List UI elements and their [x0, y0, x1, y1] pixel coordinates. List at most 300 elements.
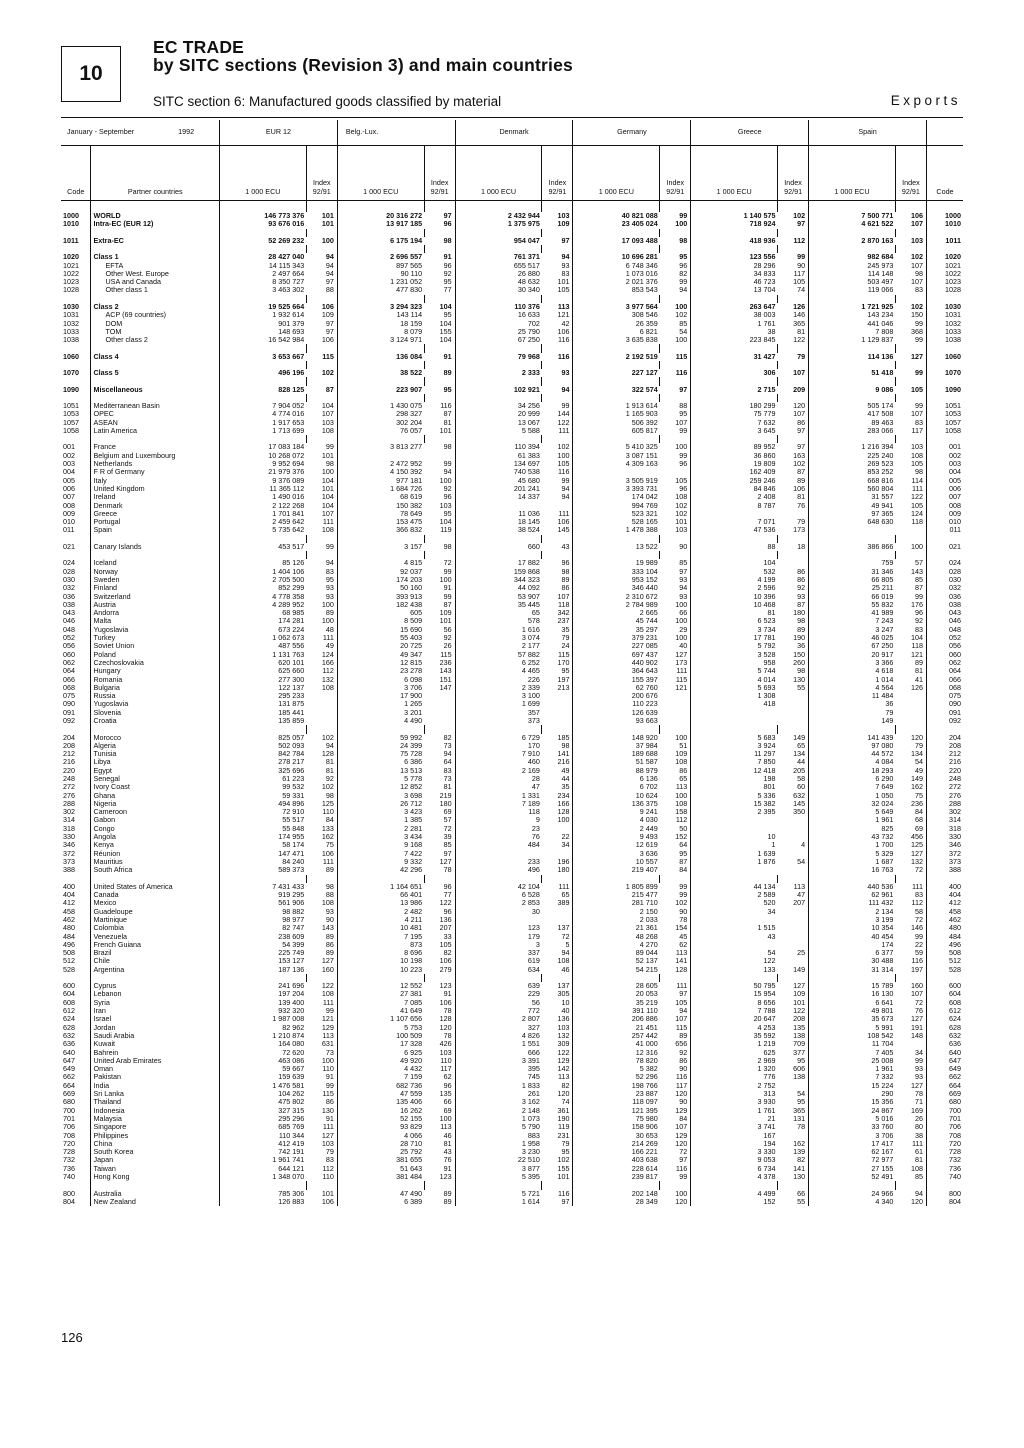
value-cell: 162 409: [749, 468, 776, 477]
index-cell: 100: [306, 468, 337, 476]
value-cell: 49 347: [400, 650, 423, 659]
value-cell: 59 667: [282, 1065, 305, 1074]
index-cell: 110: [306, 1173, 337, 1181]
value-cell: 4 199: [757, 575, 776, 584]
value-cell: 61 383: [517, 451, 540, 460]
value-cell: 685 769: [278, 1123, 305, 1132]
index-cell: 116: [424, 402, 455, 410]
index-cell: 93: [895, 1065, 926, 1073]
index-cell: 107: [660, 1015, 691, 1023]
index-cell: 94: [424, 750, 455, 758]
value-cell: 102 921: [513, 385, 540, 394]
index-cell: 100: [424, 1115, 455, 1123]
value-cell: 7 195: [404, 932, 423, 941]
index-cell: 102: [306, 734, 337, 742]
index-cell: 105: [660, 477, 691, 485]
index-cell: 231: [542, 1132, 573, 1140]
index-cell: 113: [542, 303, 573, 311]
index-cell: 94: [542, 493, 573, 501]
index-cell: 112: [778, 237, 809, 245]
value-cell: 89 952: [753, 443, 776, 452]
index-cell: 100: [660, 601, 691, 609]
index-cell: 234: [542, 792, 573, 800]
index-cell: 101: [660, 518, 691, 526]
partner-name: Slovenia: [91, 709, 220, 717]
value-cell: 143 114: [396, 311, 423, 320]
row-code: 062: [61, 659, 91, 667]
table-row: [61, 742, 963, 750]
index-cell: 108: [306, 526, 337, 534]
table-row: [61, 908, 963, 916]
table-row: [61, 1148, 963, 1156]
row-code: 412: [61, 899, 91, 907]
table-row: [61, 328, 963, 336]
index-cell: 47: [778, 891, 809, 899]
index-cell: 99: [895, 320, 926, 328]
value-cell: 225 240: [867, 451, 894, 460]
value-cell: 198 766: [631, 1081, 658, 1090]
index-cell: 97: [306, 278, 337, 286]
index-cell: 136: [424, 916, 455, 924]
index-cell: 81: [424, 783, 455, 791]
index-cell: 160: [895, 982, 926, 990]
value-cell: 35 297: [635, 625, 658, 634]
row-code: 496: [61, 941, 91, 949]
partner-name: United Kingdom: [91, 485, 220, 493]
index-cell: 150: [778, 651, 809, 659]
value-cell: 619: [527, 957, 540, 966]
index-cell: 84: [660, 866, 691, 874]
row-code-right: 003: [949, 460, 961, 469]
index-cell: 35: [542, 626, 573, 634]
row-code: 1030: [61, 303, 91, 311]
partner-name: F R of Germany: [91, 468, 220, 476]
value-cell: 8 350 727: [272, 278, 305, 287]
index-cell: 118: [542, 601, 573, 609]
value-cell: 6 175 194: [390, 236, 423, 245]
index-cell: 93: [660, 576, 691, 584]
table-row: [61, 609, 963, 617]
row-code-right: 528: [949, 965, 961, 974]
row-code-right: 508: [949, 949, 961, 958]
row-code: 007: [61, 493, 91, 501]
table-row: [61, 1024, 963, 1032]
row-code-right: 090: [949, 700, 961, 709]
index-cell: 113: [424, 1123, 455, 1131]
row-code-right: 001: [949, 443, 961, 452]
value-cell: 7 071: [757, 518, 776, 527]
value-cell: 121 395: [631, 1106, 658, 1115]
value-cell: 1 699: [521, 700, 540, 709]
index-cell: 99: [306, 543, 337, 551]
value-cell: 62 961: [871, 891, 894, 900]
partner-name: Norway: [91, 568, 220, 576]
index-cell: 90: [660, 1065, 691, 1073]
index-cell: 97: [542, 237, 573, 245]
row-code: 624: [61, 1015, 91, 1023]
table-row: [61, 676, 963, 684]
index-cell: 91: [424, 990, 455, 998]
index-cell: 34: [542, 841, 573, 849]
index-cell: 112: [306, 1165, 337, 1173]
value-cell: 673 224: [278, 625, 305, 634]
value-cell: 4 030: [639, 816, 658, 825]
table-row: [61, 518, 963, 526]
table-row: [61, 684, 963, 692]
index-cell: 111: [306, 999, 337, 1007]
index-cell: 111: [895, 883, 926, 891]
value-cell: [691, 916, 778, 924]
value-cell: 1 210 874: [272, 1031, 305, 1040]
index-cell: 78: [424, 1032, 455, 1040]
value-cell: 88 979: [635, 766, 658, 775]
index-cell: 84: [660, 1115, 691, 1123]
index-cell: 99: [424, 460, 455, 468]
table-row: [61, 841, 963, 849]
table-row: [61, 237, 963, 245]
value-cell: 3 698: [404, 791, 423, 800]
index-cell: 89: [778, 477, 809, 485]
partner-name: Sweden: [91, 576, 220, 584]
index-cell: 144: [542, 410, 573, 418]
index-cell: 106: [424, 999, 455, 1007]
index-cell: 158: [660, 808, 691, 816]
value-cell: 46 723: [753, 278, 776, 287]
value-cell: 15 690: [400, 625, 423, 634]
index-cell: 82: [660, 270, 691, 278]
value-cell: 1 713 699: [272, 426, 305, 435]
value-cell: 12 316: [635, 1048, 658, 1057]
value-cell: 6 729: [521, 733, 540, 742]
index-cell: 100: [660, 443, 691, 451]
reporter-header: Denmark: [455, 120, 573, 146]
period-label: January - September: [67, 127, 135, 137]
index-cell: 43: [424, 1148, 455, 1156]
index-cell: 25: [778, 949, 809, 957]
index-cell: 190: [778, 634, 809, 642]
value-cell: 625 660: [278, 667, 305, 676]
value-cell: 1 348 070: [272, 1173, 305, 1182]
index-cell: 101: [306, 485, 337, 493]
value-cell: 43 732: [871, 833, 894, 842]
index-cell: 79: [778, 518, 809, 526]
value-cell: 13 704: [753, 286, 776, 295]
value-cell: 16 542 984: [268, 336, 305, 345]
value-cell: 30 340: [517, 286, 540, 295]
value-cell: 10 624: [635, 791, 658, 800]
row-code-right: 1031: [945, 311, 961, 320]
value-cell: 853 543: [631, 286, 658, 295]
value-cell: 27 381: [400, 990, 423, 999]
value-cell: 180 299: [749, 402, 776, 411]
table-row: [61, 1173, 963, 1181]
index-cell: 160: [306, 966, 337, 974]
value-cell: 873: [410, 940, 423, 949]
title-line-2: by SITC sections (Revision 3) and main countries: [153, 55, 573, 75]
index-cell: 120: [895, 734, 926, 742]
value-cell: 197 204: [278, 990, 305, 999]
value-cell: 34 833: [753, 269, 776, 278]
index-cell: 93: [660, 593, 691, 601]
value-cell: 4 289 952: [272, 600, 305, 609]
value-cell: 54 399: [282, 940, 305, 949]
value-cell: 8 656: [757, 998, 776, 1007]
value-cell: 1 684 726: [390, 484, 423, 493]
index-cell: 78: [424, 1007, 455, 1015]
index-cell: 104: [306, 477, 337, 485]
index-cell: 98: [306, 460, 337, 468]
row-code: 612: [61, 1007, 91, 1015]
index-cell: 10: [542, 999, 573, 1007]
index-cell: 44: [542, 775, 573, 783]
value-cell: 99 532: [282, 783, 305, 792]
value-cell: 30: [531, 907, 540, 916]
value-cell: 10 223: [400, 965, 423, 974]
row-code: 009: [61, 510, 91, 518]
index-cell: 44: [778, 758, 809, 766]
index-cell: 99: [660, 278, 691, 286]
value-cell: 84 240: [282, 857, 305, 866]
value-cell: 561 906: [278, 899, 305, 908]
value-cell: 8 509: [404, 617, 423, 626]
value-cell: 3 366: [875, 658, 894, 667]
value-cell: 21: [767, 1114, 776, 1123]
row-code: 010: [61, 518, 91, 526]
partner-name: Taiwan: [91, 1165, 220, 1173]
value-cell: 13 917 185: [386, 220, 423, 229]
index-cell: 34: [895, 1049, 926, 1057]
index-cell: 92: [660, 1049, 691, 1057]
partner-name: Congo: [91, 825, 220, 833]
index-cell: [660, 700, 691, 708]
value-cell: 4 499: [757, 1189, 776, 1198]
value-cell: 3 074: [521, 634, 540, 643]
partner-name: Algeria: [91, 742, 220, 750]
value-cell: 897 565: [396, 261, 423, 270]
index-cell: 99: [660, 891, 691, 899]
value-cell: 2 122 268: [272, 501, 305, 510]
index-cell: 111: [306, 1123, 337, 1131]
index-cell: [895, 526, 926, 534]
value-cell: 170: [527, 741, 540, 750]
index-cell: 111: [306, 518, 337, 526]
value-cell: 59 331: [282, 791, 305, 800]
value-cell: 660: [527, 542, 540, 551]
table-row: [61, 1082, 963, 1090]
index-cell: 147: [424, 684, 455, 692]
row-code-right: 632: [949, 1031, 961, 1040]
value-cell: 18 293: [871, 766, 894, 775]
row-code: 372: [61, 850, 91, 858]
index-cell: 112: [895, 899, 926, 907]
partner-name: Poland: [91, 651, 220, 659]
value-cell: 2 784 989: [625, 600, 658, 609]
table-row: [61, 584, 963, 592]
partner-name: Class 1: [91, 253, 220, 261]
row-code-right: 512: [949, 957, 961, 966]
row-code-right: 496: [949, 940, 961, 949]
partner-name: Russia: [91, 692, 220, 700]
value-cell: 16 763: [871, 866, 894, 875]
value-cell: 98 882: [282, 907, 305, 916]
index-cell: 103: [306, 1140, 337, 1148]
index-cell: 104: [424, 336, 455, 344]
value-cell: 1 385: [404, 816, 423, 825]
index-cell: 100: [895, 543, 926, 551]
value-cell: 528 165: [631, 518, 658, 527]
row-code: 1060: [61, 353, 91, 361]
value-cell: 62 760: [635, 683, 658, 692]
value-cell: 3 734: [757, 625, 776, 634]
value-cell: 277 300: [278, 675, 305, 684]
value-cell: 43: [767, 932, 776, 941]
partner-name: South Africa: [91, 866, 220, 874]
index-cell: 94: [542, 949, 573, 957]
row-code: 066: [61, 676, 91, 684]
index-cell: 112: [306, 667, 337, 675]
partner-name: Canary Islands: [91, 543, 220, 551]
index-cell: 127: [660, 651, 691, 659]
index-cell: 107: [895, 410, 926, 418]
partner-name: WORLD: [91, 212, 220, 220]
index-cell: 260: [778, 659, 809, 667]
partner-name: Egypt: [91, 767, 220, 775]
partner-name: Class 2: [91, 303, 220, 311]
index-cell: [306, 709, 337, 717]
index-cell: 94: [306, 559, 337, 567]
table-row: [61, 1123, 963, 1131]
index-cell: 113: [660, 783, 691, 791]
partner-name: Romania: [91, 676, 220, 684]
index-cell: 117: [660, 1082, 691, 1090]
row-code: 346: [61, 841, 91, 849]
value-cell: 9: [535, 816, 540, 825]
value-cell: 12 815: [400, 658, 423, 667]
index-cell: 120: [660, 1198, 691, 1206]
value-cell: 50 160: [400, 584, 423, 593]
table-row: [61, 220, 963, 228]
index-cell: 73: [424, 742, 455, 750]
row-code: 001: [61, 443, 91, 451]
index-cell: 106: [424, 957, 455, 965]
value-cell: 17 093 488: [621, 236, 658, 245]
col-value: 1 000 ECU: [455, 146, 542, 201]
partner-name: Malaysia: [91, 1115, 220, 1123]
index-cell: 83: [306, 568, 337, 576]
index-cell: 111: [542, 510, 573, 518]
index-cell: 105: [660, 999, 691, 1007]
partner-name: Miscellaneous: [91, 386, 220, 394]
value-cell: 3 330: [757, 1148, 776, 1157]
row-code-right: 400: [949, 882, 961, 891]
value-cell: 167: [763, 1131, 776, 1140]
table-row: [61, 1032, 963, 1040]
value-cell: 2 870 163: [861, 236, 894, 245]
index-cell: 377: [778, 1049, 809, 1057]
value-cell: 20 053: [635, 990, 658, 999]
index-cell: 87: [778, 468, 809, 476]
value-cell: 395: [527, 1065, 540, 1074]
index-cell: 135: [778, 1024, 809, 1032]
index-cell: 121: [306, 1015, 337, 1023]
row-code: 318: [61, 825, 91, 833]
row-code: 1057: [61, 419, 91, 427]
value-cell: 40 821 088: [621, 212, 658, 220]
table-row: [61, 526, 963, 534]
partner-name: Chile: [91, 957, 220, 965]
partner-name: Ireland: [91, 493, 220, 501]
value-cell: 44 572: [871, 750, 894, 759]
value-cell: 3 199: [875, 915, 894, 924]
row-code-right: 1060: [945, 352, 961, 361]
row-code: 1028: [61, 286, 91, 294]
value-cell: 55 517: [282, 816, 305, 825]
row-code-right: 1032: [945, 319, 961, 328]
value-cell: 4 564: [875, 683, 894, 692]
index-cell: 122: [895, 493, 926, 501]
index-cell: 118: [895, 642, 926, 650]
row-code: 528: [61, 966, 91, 974]
index-cell: [542, 502, 573, 510]
value-cell: 702: [527, 319, 540, 328]
index-cell: 99: [542, 477, 573, 485]
table-row: [61, 262, 963, 270]
row-code-right: 1010: [945, 220, 961, 229]
flow-label: Exports: [890, 93, 961, 108]
value-cell: 3 877: [521, 1164, 540, 1173]
value-cell: 3 977 564: [625, 302, 658, 311]
index-cell: 100: [660, 734, 691, 742]
row-code: 1010: [61, 220, 91, 228]
value-cell: 3 124 971: [390, 336, 423, 345]
index-cell: 205: [778, 767, 809, 775]
value-cell: 828 125: [278, 385, 305, 394]
index-cell: 104: [424, 320, 455, 328]
value-cell: 4 014: [757, 675, 776, 684]
row-code-right: 276: [949, 791, 961, 800]
value-cell: 89 044: [635, 949, 658, 958]
index-cell: 102: [895, 253, 926, 261]
row-code: 024: [61, 559, 91, 567]
value-cell: 51 643: [400, 1164, 423, 1173]
index-cell: 18: [778, 543, 809, 551]
value-cell: 49 941: [871, 501, 894, 510]
index-cell: 83: [306, 1156, 337, 1164]
index-cell: 62: [424, 1073, 455, 1081]
index-cell: 79: [895, 742, 926, 750]
value-cell: 143 234: [867, 311, 894, 320]
value-cell: 38: [767, 327, 776, 336]
value-cell: 7 422: [404, 849, 423, 858]
index-cell: 95: [424, 386, 455, 394]
index-cell: 98: [306, 883, 337, 891]
value-cell: 75 728: [400, 750, 423, 759]
row-code: 011: [61, 526, 91, 534]
table-row: [61, 477, 963, 485]
value-cell: 3 157: [404, 542, 423, 551]
partner-name: Ivory Coast: [91, 783, 220, 791]
value-cell: 100 509: [396, 1031, 423, 1040]
value-cell: 1 616: [521, 625, 540, 634]
index-cell: 185: [542, 734, 573, 742]
value-cell: 41 989: [871, 609, 894, 618]
value-cell: 560 804: [867, 484, 894, 493]
index-cell: 98: [778, 617, 809, 625]
index-cell: [424, 717, 455, 725]
index-cell: 100: [306, 1057, 337, 1065]
value-cell: 13 513: [400, 766, 423, 775]
value-cell: 625: [763, 1048, 776, 1057]
